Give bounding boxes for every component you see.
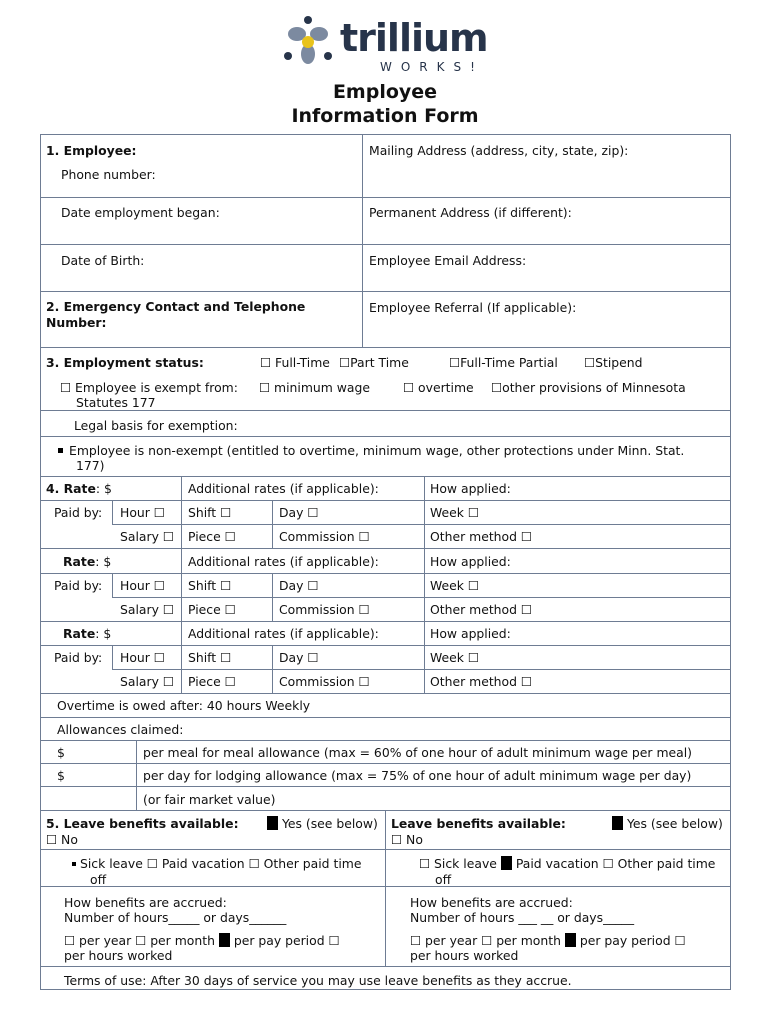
divider-h: [40, 717, 731, 718]
leave-yes-checkbox[interactable]: Yes (see below): [267, 816, 378, 831]
divider-h: [40, 740, 731, 741]
divider-h: [40, 548, 731, 549]
how-applied-label: How applied:: [430, 626, 511, 641]
meal-amount-field[interactable]: $: [57, 745, 65, 760]
additional-rates-label: Additional rates (if applicable):: [188, 626, 379, 641]
divider-h: [40, 786, 731, 787]
other-method-checkbox[interactable]: Other method ☐: [430, 529, 533, 544]
divider-h: [40, 573, 731, 574]
salary-checkbox[interactable]: Salary ☐: [120, 602, 174, 617]
divider-v: [136, 740, 137, 810]
divider-h: [40, 347, 731, 348]
other-method-checkbox[interactable]: Other method ☐: [430, 674, 533, 689]
divider-h: [112, 669, 731, 670]
statutes-text: Statutes 177: [76, 395, 156, 410]
border-top: [40, 134, 731, 135]
allowances-label: Allowances claimed:: [57, 722, 184, 737]
how-applied-label: How applied:: [430, 554, 511, 569]
rate-label: 4. Rate: $: [46, 481, 112, 496]
minimum-wage-checkbox[interactable]: ☐ minimum wage: [259, 380, 371, 395]
divider-h: [40, 410, 731, 411]
piece-checkbox[interactable]: Piece ☐: [188, 529, 236, 544]
border-left: [40, 134, 41, 990]
exempt-checkbox[interactable]: ☐ Employee is exempt from:: [60, 380, 238, 395]
divider-h: [40, 886, 731, 887]
per-hours-worked-left: per hours worked: [64, 948, 173, 963]
leave-benefits-label: 5. Leave benefits available:: [46, 816, 239, 831]
fair-market-text: (or fair market value): [143, 792, 276, 807]
divider-v: [112, 573, 113, 597]
hour-checkbox[interactable]: Hour ☐: [120, 505, 165, 520]
employee-referral-field[interactable]: Employee Referral (If applicable):: [369, 300, 577, 315]
paid-by-label: Paid by:: [54, 505, 103, 520]
rate-label: Rate: $: [63, 554, 112, 569]
divider-h: [40, 500, 731, 501]
salary-checkbox[interactable]: Salary ☐: [120, 529, 174, 544]
other-method-checkbox[interactable]: Other method ☐: [430, 602, 533, 617]
shift-checkbox[interactable]: Shift ☐: [188, 650, 232, 665]
border-right: [730, 134, 731, 990]
hour-checkbox[interactable]: Hour ☐: [120, 578, 165, 593]
checked-box-icon[interactable]: [501, 856, 512, 870]
stipend-checkbox[interactable]: ☐Stipend: [584, 355, 643, 370]
divider-h: [40, 966, 731, 967]
employee-email-field[interactable]: Employee Email Address:: [369, 253, 527, 268]
emergency-contact-label: 2. Emergency Contact and Telephone: [46, 299, 306, 314]
accrual-period-right[interactable]: ☐ per year ☐ per month per pay period ☐: [410, 933, 686, 948]
non-exempt-text-line2: 177): [76, 458, 105, 473]
non-exempt-text: Employee is non-exempt (entitled to overtime, minimum wage, other protections under Minn. Stat.: [69, 443, 685, 458]
permanent-address-field[interactable]: Permanent Address (if different):: [369, 205, 572, 220]
divider-h: [40, 849, 731, 850]
additional-rates-label: Additional rates (if applicable):: [188, 481, 379, 496]
leave-types-right-off: off: [435, 872, 452, 887]
mailing-address-field[interactable]: Mailing Address (address, city, state, zip):: [369, 143, 629, 158]
leave-no-checkbox-right[interactable]: ☐ No: [391, 832, 423, 847]
trillium-flower-icon: [280, 14, 336, 74]
divider-h: [40, 476, 731, 477]
divider-v: [424, 476, 425, 693]
meal-allowance-text: per meal for meal allowance (max = 60% of one hour of adult minimum wage per meal): [143, 745, 693, 760]
checked-box-icon: [219, 933, 230, 947]
hour-checkbox[interactable]: Hour ☐: [120, 650, 165, 665]
employee-label: 1. Employee:: [46, 143, 137, 158]
commission-checkbox[interactable]: Commission ☐: [279, 529, 370, 544]
emergency-contact-label-line2: Number:: [46, 315, 107, 330]
overtime-checkbox[interactable]: ☐ overtime: [403, 380, 474, 395]
form-title-line2: Information Form: [291, 105, 479, 127]
part-time-checkbox[interactable]: ☐Part Time: [339, 355, 409, 370]
divider-v: [385, 810, 386, 966]
shift-checkbox[interactable]: Shift ☐: [188, 578, 232, 593]
full-time-checkbox[interactable]: ☐ Full-Time: [260, 355, 330, 370]
how-applied-label: How applied:: [430, 481, 511, 496]
employment-status-label: 3. Employment status:: [46, 355, 204, 370]
overtime-owed-text: Overtime is owed after: 40 hours Weekly: [57, 698, 311, 713]
checked-box-icon: [267, 816, 278, 830]
logo-wordmark: trillium: [340, 16, 488, 60]
piece-checkbox[interactable]: Piece ☐: [188, 674, 236, 689]
accrued-label-left: How benefits are accrued:: [64, 895, 227, 910]
commission-checkbox[interactable]: Commission ☐: [279, 602, 370, 617]
leave-types-left-off: off: [90, 872, 107, 887]
divider-h: [40, 621, 731, 622]
leave-types-left: Sick leave ☐ Paid vacation ☐ Other paid time: [72, 856, 361, 871]
divider-h: [362, 197, 731, 198]
divider-v: [112, 500, 113, 524]
piece-checkbox[interactable]: Piece ☐: [188, 602, 236, 617]
checked-box-icon: [565, 933, 576, 947]
week-checkbox[interactable]: Week ☐: [430, 650, 479, 665]
logo-subtitle: WORKS!: [380, 60, 484, 74]
accrual-period-left[interactable]: ☐ per year ☐ per month per pay period ☐: [64, 933, 340, 948]
additional-rates-label: Additional rates (if applicable):: [188, 554, 379, 569]
divider-h: [112, 524, 731, 525]
phone-number-field[interactable]: Phone number:: [61, 167, 156, 182]
salary-checkbox[interactable]: Salary ☐: [120, 674, 174, 689]
commission-checkbox[interactable]: Commission ☐: [279, 674, 370, 689]
leave-no-checkbox[interactable]: ☐ No: [46, 832, 78, 847]
paid-by-label: Paid by:: [54, 650, 103, 665]
divider-v: [112, 645, 113, 669]
shift-checkbox[interactable]: Shift ☐: [188, 505, 232, 520]
divider-v: [181, 476, 182, 693]
full-time-partial-checkbox[interactable]: ☐Full-Time Partial: [449, 355, 558, 370]
terms-of-use-text: Terms of use: After 30 days of service you may use leave benefits as they accrue.: [64, 973, 572, 988]
divider-h: [40, 291, 731, 292]
checked-box-icon: [612, 816, 623, 830]
week-checkbox[interactable]: Week ☐: [430, 578, 479, 593]
divider-h: [40, 197, 362, 198]
legal-basis-field[interactable]: Legal basis for exemption:: [74, 418, 238, 433]
leave-benefits-label-right: Leave benefits available:: [391, 816, 566, 831]
border-bottom: [40, 989, 731, 990]
leave-types-right: ☐ Sick leave Paid vacation ☐ Other paid time: [419, 856, 716, 871]
day-checkbox[interactable]: Day ☐: [279, 650, 319, 665]
divider-h: [40, 244, 731, 245]
divider-h: [40, 645, 731, 646]
week-checkbox[interactable]: Week ☐: [430, 505, 479, 520]
per-hours-worked-right: per hours worked: [410, 948, 519, 963]
date-of-birth-field[interactable]: Date of Birth:: [61, 253, 145, 268]
leave-yes-checkbox-right[interactable]: Yes (see below): [612, 816, 723, 831]
day-checkbox[interactable]: Day ☐: [279, 578, 319, 593]
hours-days-field-right[interactable]: Number of hours ___ __ or days_____: [410, 910, 635, 925]
lodging-allowance-text: per day for lodging allowance (max = 75% of one hour of adult minimum wage per day): [143, 768, 692, 783]
lodging-amount-field[interactable]: $: [57, 768, 65, 783]
non-exempt-item: [58, 443, 684, 458]
bullet-icon: [72, 862, 76, 866]
paid-by-label: Paid by:: [54, 578, 103, 593]
date-employment-began-field[interactable]: Date employment began:: [61, 205, 220, 220]
divider-v: [362, 134, 363, 348]
accrued-label-right: How benefits are accrued:: [410, 895, 573, 910]
form-title-line1: Employee: [332, 81, 438, 103]
divider-h: [40, 693, 731, 694]
day-checkbox[interactable]: Day ☐: [279, 505, 319, 520]
rate-label: Rate: $: [63, 626, 112, 641]
divider-h: [112, 597, 731, 598]
other-provisions-checkbox[interactable]: ☐other provisions of Minnesota: [491, 380, 686, 395]
hours-days-field-left[interactable]: Number of hours_____ or days______: [64, 910, 287, 925]
trillium-logo: [280, 14, 490, 76]
bullet-icon: [58, 448, 63, 453]
divider-h: [40, 763, 731, 764]
divider-h: [40, 436, 731, 437]
